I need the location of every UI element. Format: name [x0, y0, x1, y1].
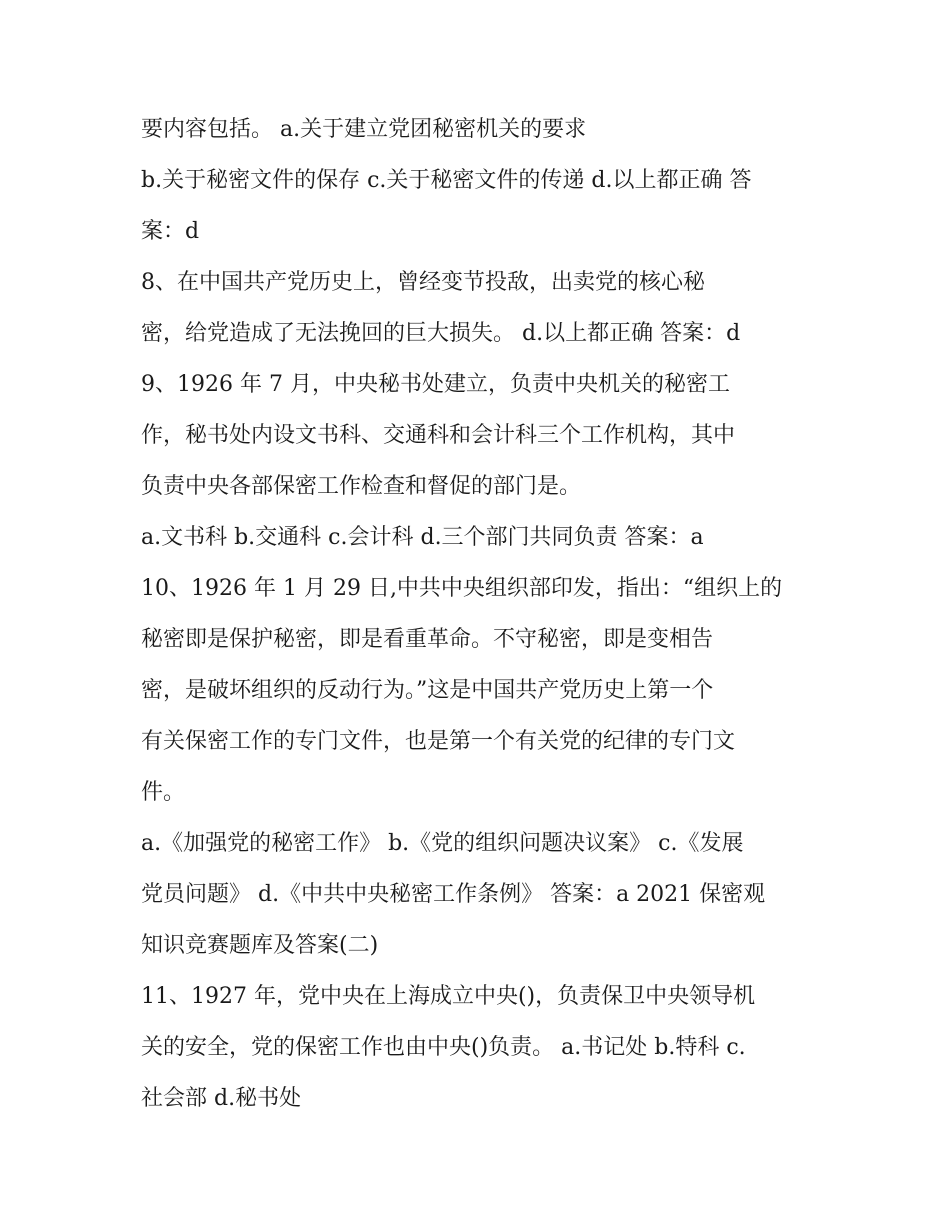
- text-line-19: 关的安全，党的保密工作也由中央()负责。 a.书记处 b.特科 c.: [141, 1035, 746, 1060]
- text-line-14: 件。: [141, 780, 186, 805]
- text-line-5: 密，给党造成了无法挽回的巨大损失。 d.以上都正确 答案：d: [141, 321, 741, 346]
- text-line-13: 有关保密工作的专门文件，也是第一个有关党的纪律的专门文: [141, 729, 736, 754]
- text-line-16: 党员问题》 d.《中共中央秘密工作条例》 答案：a 2021 保密观: [141, 882, 766, 907]
- text-line-8: 负责中央各部保密工作检查和督促的部门是。: [141, 474, 582, 499]
- text-line-10: 10、1926 年 1 月 29 日,中共中央组织部印发，指出：“组织上的: [141, 576, 783, 601]
- text-line-12: 密，是破坏组织的反动行为。”这是中国共产党历史上第一个: [141, 678, 714, 703]
- text-line-7: 作，秘书处内设文书科、交通科和会计科三个工作机构，其中: [141, 423, 736, 448]
- text-line-15: a.《加强党的秘密工作》 b.《党的组织问题决议案》 c.《发展: [141, 831, 744, 856]
- text-line-3: 案：d: [141, 219, 200, 244]
- text-line-11: 秘密即是保护秘密，即是看重革命。不守秘密，即是变相告: [141, 627, 714, 652]
- text-line-20: 社会部 d.秘书处: [141, 1086, 302, 1111]
- text-body: [141, 104, 821, 1124]
- text-line-9: a.文书科 b.交通科 c.会计科 d.三个部门共同负责 答案：a: [141, 525, 704, 550]
- text-line-18: 11、1927 年，党中央在上海成立中央()，负责保卫中央领导机: [141, 984, 756, 1009]
- text-line-2: b.关于秘密文件的保存 c.关于秘密文件的传递 d.以上都正确 答: [141, 168, 752, 193]
- text-line-17: 知识竞赛题库及答案(二): [141, 933, 379, 958]
- text-line-6: 9、1926 年 7 月，中央秘书处建立，负责中央机关的秘密工: [141, 372, 730, 397]
- text-line-1: 要内容包括。 a.关于建立党团秘密机关的要求: [141, 117, 587, 142]
- text-line-4: 8、在中国共产党历史上，曾经变节投敌，出卖党的核心秘: [141, 270, 705, 295]
